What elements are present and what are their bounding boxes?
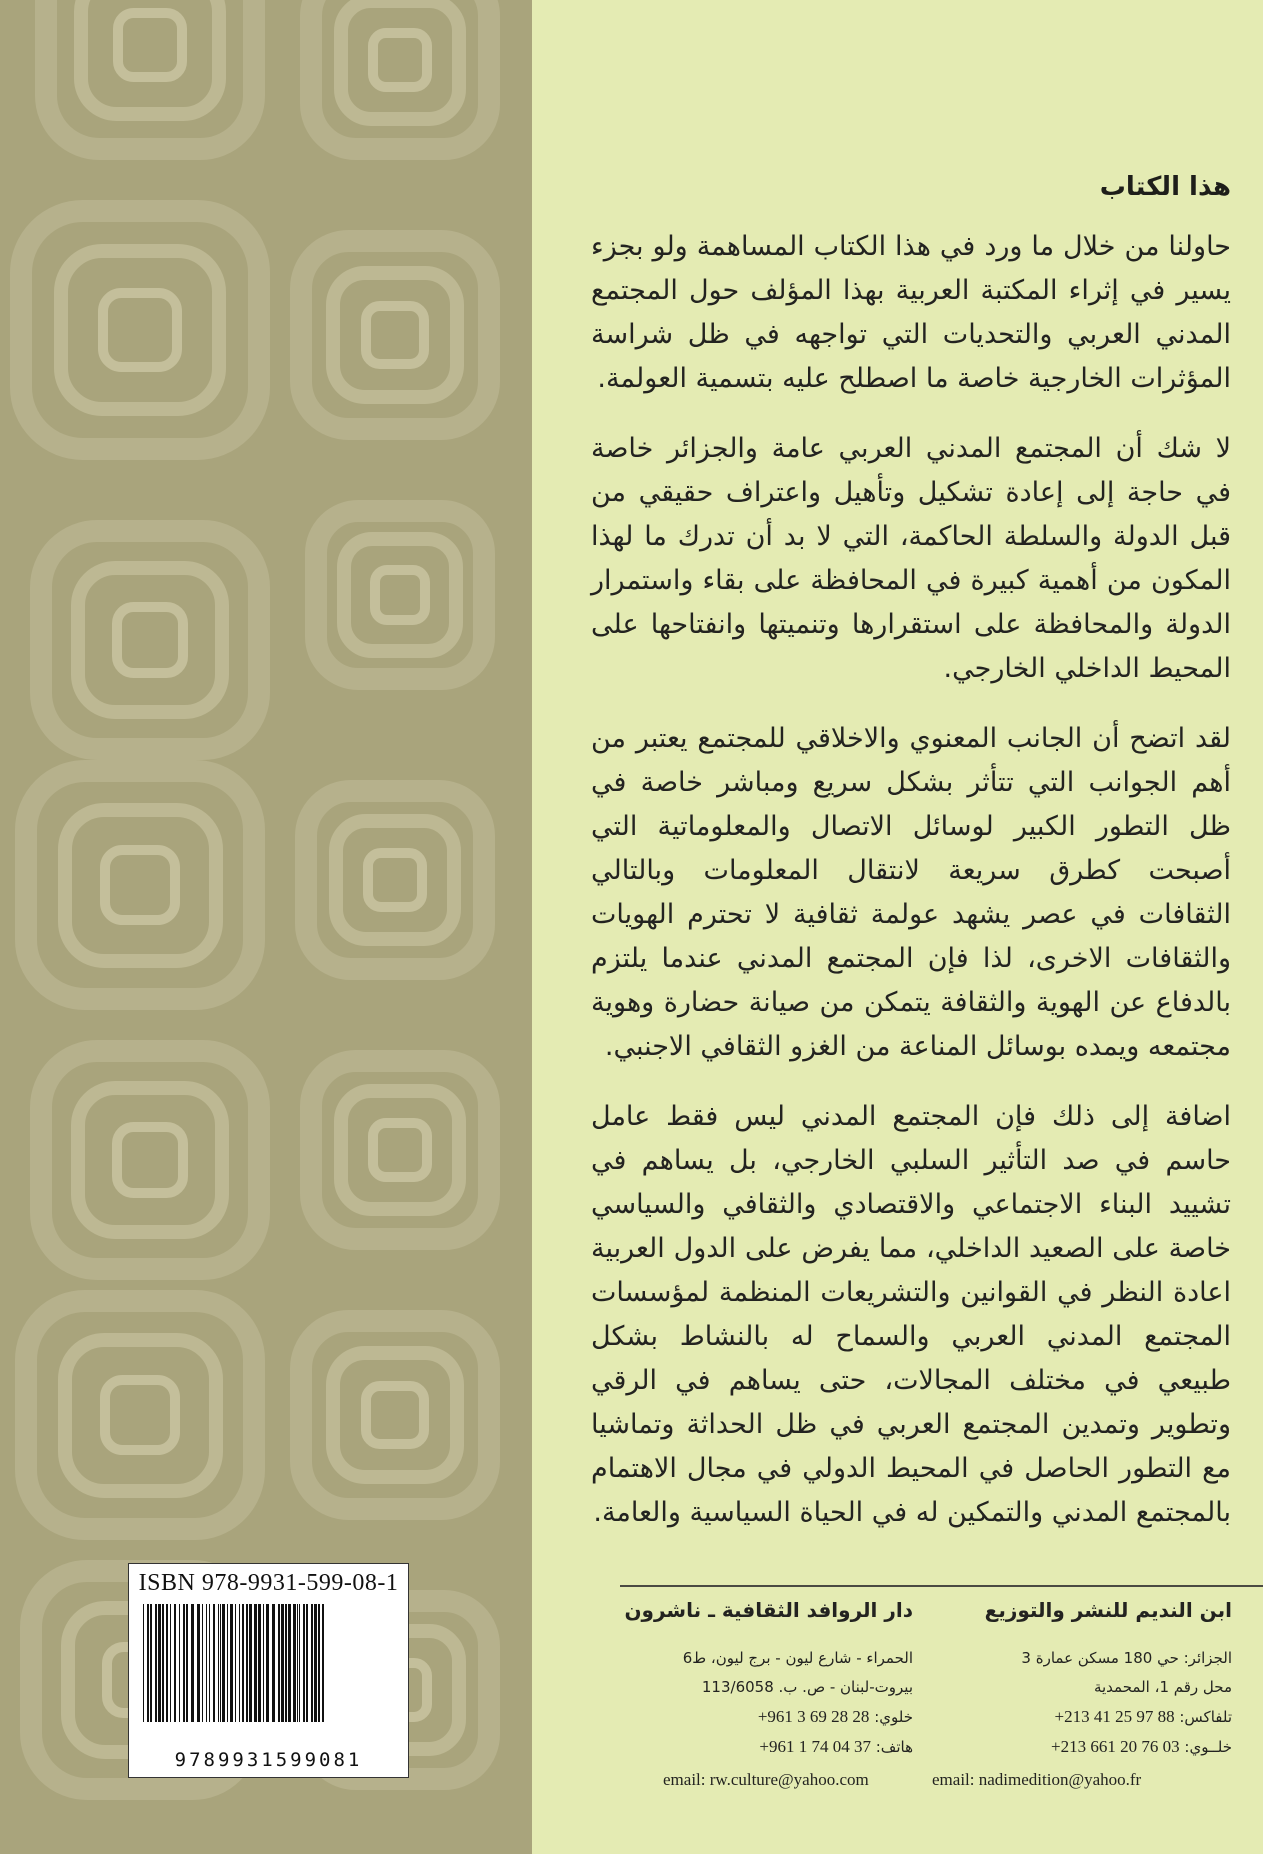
barcode-bar <box>314 1604 317 1722</box>
barcode-bar <box>150 1604 152 1722</box>
barcode-image <box>137 1604 399 1742</box>
barcode-bar <box>266 1604 269 1722</box>
publisher-rawafed <box>624 1598 913 1790</box>
blurb-paragraph: لا شك أن المجتمع المدني العربي عامة والجزائر خاصة في حاجة إلى إعادة تشكيل وتأهيل واعتراف حقيقي من قبل الدولة والسلطة الحاكمة، التي لا بد أن تدرك ما لهذا المكون من أهمية كبيرة في المحافظة على بقاء واستمرار الدولة والمحافظة على استقرارها وتنميتها وانفتاحها على المحيط الداخلي الخارجي. <box>591 433 1231 684</box>
barcode-bar <box>143 1604 144 1722</box>
publisher-email: email: nadimedition@yahoo.fr <box>932 1770 1142 1789</box>
publisher-email: email: rw.culture@yahoo.com <box>663 1770 869 1789</box>
barcode-bar <box>162 1604 164 1722</box>
fax-label: تلفاكس: <box>1179 1708 1232 1726</box>
pattern-square <box>98 288 181 371</box>
phone-label: هاتف: <box>875 1738 913 1756</box>
barcode-bar <box>230 1604 233 1722</box>
blurb-paragraph: لقد اتضح أن الجانب المعنوي والاخلاقي للمجتمع يعتبر من أهم الجوانب التي تتأثر بشكل سريع ومباشر خاصة في ظل التطور الكبير لوسائل الاتصال والمعلوماتية التي أصبحت كطرق سريعة لانتقال المعلومات وبالتالي الثقافات في عصر يشهد عولمة ثقافية لا تحترم الهويات والثقافات الاخرى، لذا فإن المجتمع المدني عندما يلتزم بالدفاع عن الهوية والثقافة يتمكن من صيانة حضارة وهوية مجتمعه ويمده بوسائل المناعة من الغزو الثقافي الاجنبي. <box>591 723 1231 1062</box>
blurb-paragraph: اضافة إلى ذلك فإن المجتمع المدني ليس فقط عامل حاسم في صد التأثير السلبي الخارجي، بل يساهم في تشييد البناء الاجتماعي والاقتصادي والثقافي والسياسي خاصة على الصعيد الداخلي، مما يفرض على الدول العربية اعادة النظر في القوانين والتشريعات المنظمة لمؤسسات المجتمع المدني العربي والسماح له بالنشاط بشكل طبيعي في مختلف المجالات، حتى يساهم في الرقي وتطوير وتمدين المجتمع العربي في ظل الحداثة وتماشيا مع التطور الحاصل في المحيط الدولي في مجال الاهتمام بالمجتمع المدني والتمكين له في الحياة السياسية والعامة. <box>591 1101 1231 1528</box>
barcode-bar <box>299 1604 300 1722</box>
barcode-bar <box>166 1604 168 1722</box>
pattern-square <box>361 1381 428 1448</box>
publisher-name: ابن النديم للنشر والتوزيع <box>984 1598 1232 1622</box>
barcode-bar <box>186 1604 188 1722</box>
pattern-square <box>368 28 432 92</box>
publisher-address-line: بيروت-لبنان - ص. ب. 113/6058 <box>701 1678 913 1696</box>
blurb-text <box>591 225 1231 1561</box>
barcode-bar <box>227 1604 228 1722</box>
barcode-bar <box>209 1604 210 1722</box>
barcode-bar <box>322 1604 324 1722</box>
barcode-bar <box>174 1604 176 1722</box>
barcode-bar <box>179 1604 180 1722</box>
publisher-name: دار الروافد الثقافية ـ ناشرون <box>624 1598 913 1622</box>
mobile-number: +961 3 69 28 28 <box>757 1707 870 1726</box>
barcode-bar <box>206 1604 207 1722</box>
publisher-address-line: الحمراء - شارع ليون - برج ليون، ط6 <box>682 1649 913 1667</box>
phone-number: +961 1 74 04 37 <box>759 1737 871 1756</box>
pattern-square <box>363 848 427 912</box>
pattern-square <box>361 301 428 368</box>
barcode-bar <box>303 1604 305 1722</box>
publisher-fax <box>932 1702 1232 1732</box>
barcode-bar <box>278 1604 280 1722</box>
barcode-bar <box>170 1604 171 1722</box>
publisher-mobile <box>663 1702 913 1732</box>
mobile-label: خلــوي: <box>1184 1738 1232 1756</box>
barcode-bar <box>263 1604 264 1722</box>
barcode-bar <box>246 1604 248 1722</box>
barcode-bar <box>183 1604 185 1722</box>
barcode-bar <box>239 1604 240 1722</box>
publisher-mobile <box>932 1732 1232 1762</box>
pattern-square <box>368 1118 432 1182</box>
barcode-bar <box>202 1604 203 1722</box>
barcode-bar <box>191 1604 194 1722</box>
pattern-square <box>112 1122 189 1199</box>
barcode-bar <box>213 1604 215 1722</box>
barcode-bar <box>258 1604 261 1722</box>
pattern-square <box>100 1375 180 1455</box>
section-heading: هذا الكتاب <box>1099 172 1231 202</box>
barcode-bar <box>155 1604 157 1722</box>
barcode-digits: 9789931599081 <box>174 1749 363 1771</box>
barcode-bar <box>293 1604 296 1722</box>
blurb-paragraph: حاولنا من خلال ما ورد في هذا الكتاب المساهمة ولو بجزء يسير في إثراء المكتبة العربية بهذا المؤلف حول المجتمع المدني العربي والتحديات التي تواجهه في ظل شراسة المؤثرات الخارجية خاصة ما اصطلح عليه بتسمية العولمة. <box>591 231 1231 394</box>
barcode-bar <box>318 1604 320 1722</box>
publisher-ibn-nadim <box>932 1598 1232 1790</box>
barcode-bar <box>288 1604 291 1722</box>
publisher-address-line: الجزائر: حي 180 مسكن عمارة 3 <box>1021 1649 1232 1667</box>
barcode-bar <box>285 1604 287 1722</box>
barcode-bar <box>297 1604 298 1722</box>
publisher-address-line: محل رقم 1، المحمدية <box>1093 1678 1232 1696</box>
publisher-phone <box>663 1732 913 1762</box>
pattern-square <box>113 8 187 82</box>
divider <box>620 1585 1263 1587</box>
barcode-bar <box>311 1604 313 1722</box>
isbn-label: ISBN 978-9931-599-08-1 <box>138 1570 399 1596</box>
pattern-square <box>112 602 189 679</box>
barcode-bar <box>281 1604 284 1722</box>
fax-number: +213 41 25 97 88 <box>1054 1707 1175 1726</box>
mobile-number: +213 661 20 76 03 <box>1051 1737 1180 1756</box>
barcode-bar <box>254 1604 257 1722</box>
barcode-bar <box>235 1604 236 1722</box>
text-panel <box>532 0 1263 1854</box>
barcode-bar <box>242 1604 244 1722</box>
barcode-bar <box>147 1604 149 1722</box>
isbn-barcode-box <box>128 1563 409 1778</box>
barcode-bar <box>222 1604 225 1722</box>
barcode-bar <box>218 1604 219 1722</box>
mobile-label: خلوي: <box>874 1708 913 1726</box>
barcode-bar <box>272 1604 275 1722</box>
barcode-bar <box>249 1604 252 1722</box>
pattern-square <box>100 845 180 925</box>
pattern-square <box>370 565 431 626</box>
barcode-bar <box>220 1604 221 1722</box>
barcode-bar <box>197 1604 200 1722</box>
barcode-bar <box>306 1604 308 1722</box>
barcode-bar <box>158 1604 161 1722</box>
